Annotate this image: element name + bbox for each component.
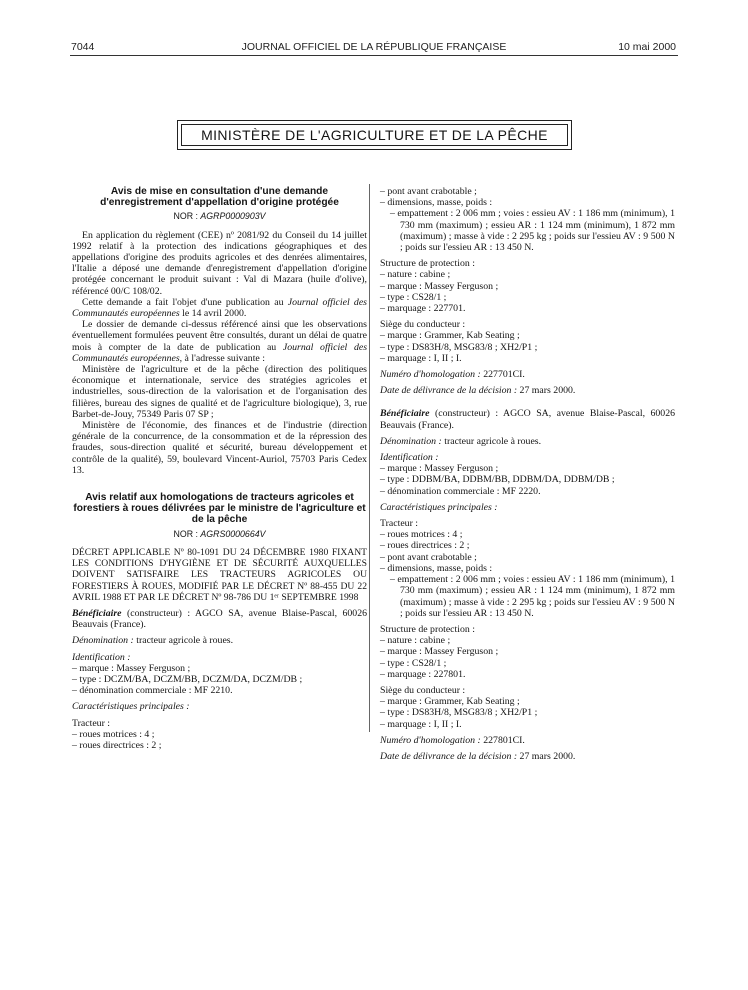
- avis1-paragraph-1: En application du règlement (CEE) nº 2081/92 du Conseil du 14 juillet 1992 relatif à la protection des indications géographiques et des appellations d'origine des produits agricoles et des denrées alimentaires, l'Italie a déposé une demande d'enregistrement d'appellation d'origine protégée concernant le produit suivant : Val di Mazara (huile d'olive), référencé 00/C 108/02.: [72, 229, 367, 297]
- avis1-paragraph-4: Ministère de l'agriculture et de la pêche (direction des politiques économique et internationale, service des stratégies agricoles et industrielles, sous-direction de la valorisation et de l'organisation des filières, bureau des signes de qualité et de l'agriculture biologique), 3, rue Barbet-de-Jouy, 75349 Paris 07 SP ;: [72, 364, 367, 420]
- hom1-tracteur-line: – dimensions, masse, poids :: [380, 197, 493, 209]
- hom1-denomination: [72, 635, 367, 646]
- hom2-denomination: [380, 436, 675, 447]
- hom2-id-line: – marque : Massey Ferguson ;: [380, 463, 499, 475]
- hom1-siege-line: – type : DS83H/8, MSG83/8 ; XH2/P1 ;: [380, 341, 538, 353]
- text-run: Le dossier de demande ci-dessus référencé ainsi que les observations éventuellement formulées peuvent être consultés, durant un délai de quatre mois à compter de la date de publication au: [72, 319, 367, 353]
- left-column: [72, 186, 367, 751]
- hom1-carac-label: Caractéristiques principales :: [72, 701, 190, 713]
- hom2-siege-line: – marquage : I, II ; I.: [380, 718, 462, 730]
- hom1-siege-line: – marque : Grammer, Kab Seating ;: [380, 330, 520, 342]
- hom2-empattement: – empattement : 2 006 mm ; voies : essieu AV : 1 186 mm (minimum), 1 730 mm (maximum) ; essieu AR : 1 124 mm (minimum), 1 872 mm (maximum) ; masse à vide : 2 295 kg ; poids sur l'essieu AV : 9 500 N ; poids sur l'essieu AR : 13 450 N.: [390, 574, 675, 619]
- hom2-siege-line: – type : DS83H/8, MSG83/8 ; XH2/P1 ;: [380, 707, 538, 719]
- journal-reference: Journal officiel des Communautés européennes: [72, 296, 367, 320]
- numero-label: Numéro d'homologation :: [380, 369, 481, 381]
- nor-label: NOR :: [173, 211, 198, 222]
- hom1-id-line: – marque : Massey Ferguson ;: [72, 662, 191, 674]
- avis1-paragraph-2: [72, 297, 367, 319]
- journal-reference: Journal officiel des Communautés européennes: [72, 341, 368, 364]
- hom1-tracteur-line: – pont avant crabotable ;: [380, 186, 477, 197]
- page-number: 7044: [71, 41, 95, 53]
- hom1-protection-line: – marquage : 227701.: [380, 303, 466, 315]
- hom2-id-line: – dénomination commerciale : MF 2220.: [380, 485, 541, 497]
- ministry-box: [177, 120, 572, 150]
- decret-reference: DÉCRET APPLICABLE Nº 80-1091 DU 24 DÉCEMBRE 1980 FIXANT LES CONDITIONS D'HYGIÈNE ET DE SÉCURITÉ AUXQUELLES DOIVENT SATISFAIRE LES TRACTEURS AGRICOLES OU FORESTIERS À ROUES, MODIFIÉ PAR LE DÉCRET Nº 88-455 DU 22 AVRIL 1988 ET PAR LE DÉCRET Nº 98-786 DU 1ᵉʳ SEPTEMBRE 1998: [72, 546, 367, 603]
- hom1-siege-line: – marquage : I, II ; I.: [380, 352, 462, 364]
- hom1-id-line: – dénomination commerciale : MF 2210.: [72, 685, 233, 697]
- nor-code: AGRS0000664V: [200, 528, 266, 539]
- avis2-nor: [72, 529, 367, 540]
- hom2-siege-label: Siège du conducteur :: [380, 684, 466, 696]
- hom2-protection-line: – type : CS28/1 ;: [380, 657, 447, 669]
- hom2-date: [380, 751, 675, 762]
- hom1-tracteur-line: – roues directrices : 2 ;: [72, 739, 162, 751]
- hom2-protection-line: – nature : cabine ;: [380, 635, 451, 647]
- denomination-text: tracteur agricole à roues.: [133, 635, 234, 647]
- header-rule: [70, 55, 678, 56]
- hom2-tracteur-line: – roues directrices : 2 ;: [380, 540, 470, 552]
- denomination-label: Dénomination :: [72, 635, 134, 647]
- hom2-identification-label: Identification :: [380, 452, 439, 464]
- ministry-title: MINISTÈRE DE L'AGRICULTURE ET DE LA PÊCHE: [181, 124, 568, 146]
- hom1-siege-label: Siège du conducteur :: [380, 319, 466, 331]
- hom2-id-line: – type : DDBM/BA, DDBM/BB, DDBM/DA, DDBM/DB ;: [380, 474, 615, 486]
- hom2-protection-line: – marquage : 227801.: [380, 668, 466, 680]
- numero-label: Numéro d'homologation :: [380, 734, 481, 746]
- hom1-numero: [380, 369, 675, 380]
- beneficiaire-text: (constructeur) : AGCO SA, avenue Blaise-Pascal, 60026 Beauvais (France).: [380, 408, 675, 431]
- denomination-text: tracteur agricole à roues.: [441, 435, 542, 447]
- avis1-paragraph-3: [72, 319, 367, 364]
- right-column: [380, 186, 675, 762]
- denomination-label: Dénomination :: [380, 435, 442, 447]
- nor-code: AGRP0000903V: [200, 211, 266, 222]
- beneficiaire-label: Bénéficiaire: [72, 607, 122, 619]
- hom2-protection-label: Structure de protection :: [380, 623, 475, 635]
- avis2-title: Avis relatif aux homologations de tracteurs agricoles et forestiers à roues délivrées par le ministre de l'agriculture et de la pêche: [73, 492, 366, 526]
- hom2-numero: [380, 735, 675, 746]
- hom1-date: [380, 385, 675, 396]
- hom1-tracteur: Tracteur :: [72, 717, 111, 729]
- hom1-protection-label: Structure de protection :: [380, 258, 475, 270]
- hom2-tracteur: Tracteur :: [380, 518, 419, 530]
- hom1-protection-line: – type : CS28/1 ;: [380, 291, 447, 303]
- hom2-tracteur-line: – roues motrices : 4 ;: [380, 529, 463, 541]
- journal-title: JOURNAL OFFICIEL DE LA RÉPUBLIQUE FRANÇAISE: [241, 41, 507, 53]
- hom1-protection-line: – marque : Massey Ferguson ;: [380, 280, 499, 292]
- date-label: Date de délivrance de la décision :: [380, 750, 518, 762]
- hom2-siege-line: – marque : Grammer, Kab Seating ;: [380, 696, 520, 708]
- issue-date: 10 mai 2000: [618, 41, 676, 53]
- avis1-title: Avis de mise en consultation d'une demande d'enregistrement d'appellation d'origine protégée: [100, 186, 339, 209]
- text-run: le 14 avril 2000.: [179, 308, 247, 320]
- hom2-protection-line: – marque : Massey Ferguson ;: [380, 646, 499, 658]
- hom2-carac-label: Caractéristiques principales :: [380, 501, 498, 513]
- hom1-id-line: – type : DCZM/BA, DCZM/BB, DCZM/DA, DCZM/DB ;: [72, 673, 303, 685]
- date-value: 27 mars 2000.: [517, 750, 576, 762]
- avis1-nor: [72, 211, 367, 222]
- numero-value: 227801CI.: [480, 734, 525, 746]
- hom1-protection-line: – nature : cabine ;: [380, 269, 451, 281]
- beneficiaire-label: Bénéficiaire: [380, 408, 430, 420]
- hom2-tracteur-line: – dimensions, masse, poids :: [380, 562, 493, 574]
- hom1-beneficiaire: [72, 608, 367, 630]
- text-run: , à l'adresse suivante :: [179, 352, 265, 364]
- hom2-tracteur-line: – pont avant crabotable ;: [380, 551, 477, 563]
- date-value: 27 mars 2000.: [517, 385, 576, 397]
- hom2-beneficiaire: [380, 408, 675, 430]
- hom1-empattement: – empattement : 2 006 mm ; voies : essieu AV : 1 186 mm (minimum), 1 730 mm (maximum) ; essieu AR : 1 124 mm (minimum), 1 872 mm (maximum) ; masse à vide : 2 295 kg ; poids sur l'essieu AV : 9 500 N ; poids sur l'essieu AR : 13 450 N.: [390, 208, 675, 254]
- avis1-paragraph-5: Ministère de l'économie, des finances et de l'industrie (direction générale de la concurrence, de la consommation et de la répression des fraudes, sous-direction qualité et sécurité, bureau développement et contrôle de la qualité), 59, boulevard Vincent-Auriol, 75703 Paris Cedex 13.: [72, 420, 367, 476]
- hom1-identification-label: Identification :: [72, 651, 131, 663]
- beneficiaire-text: (constructeur) : AGCO SA, avenue Blaise-Pascal, 60026 Beauvais (France).: [72, 607, 367, 631]
- date-label: Date de délivrance de la décision :: [380, 385, 518, 397]
- nor-label: NOR :: [173, 528, 198, 539]
- text-run: Cette demande a fait l'objet d'une publication au: [82, 296, 288, 308]
- numero-value: 227701CI.: [480, 369, 525, 381]
- hom1-tracteur-line: – roues motrices : 4 ;: [72, 728, 155, 740]
- column-divider: [369, 184, 370, 732]
